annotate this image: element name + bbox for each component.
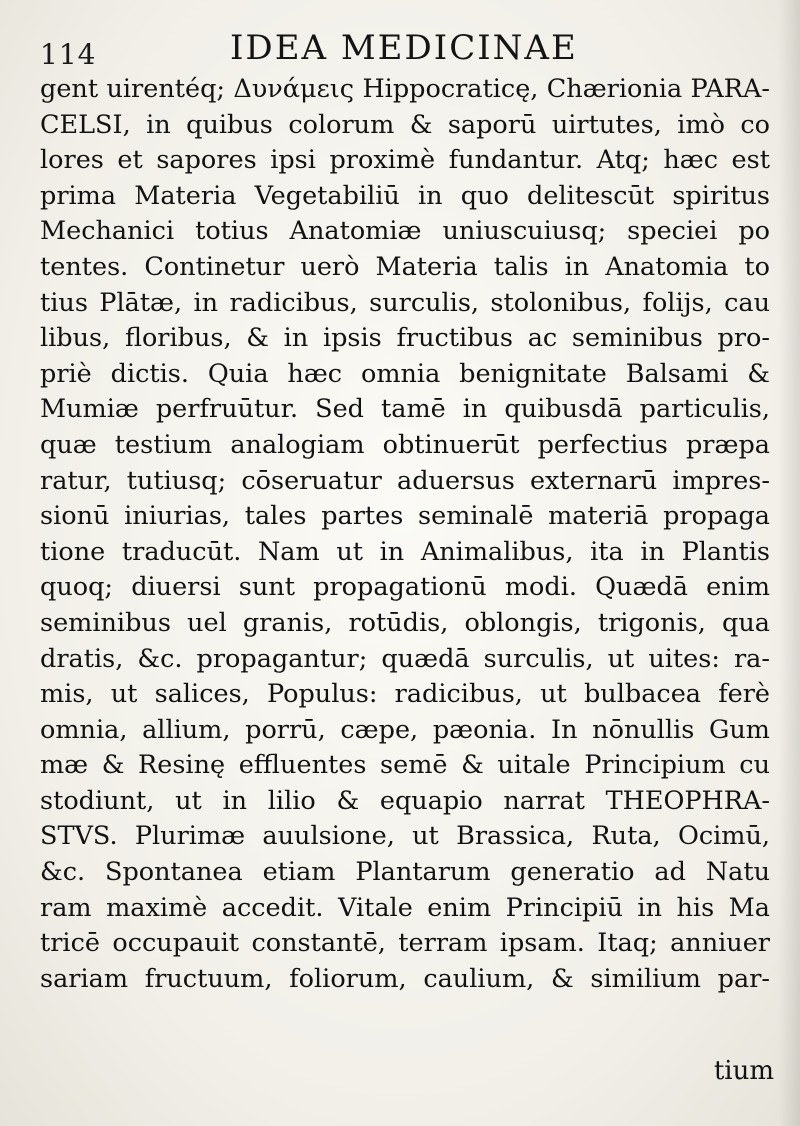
text-line: CELSI, in quibus colorum & saporū uirtutes, imò co [40,109,770,140]
text-line: dratis, &c. propagantur; quædā surculis, ut uites: ra- [40,643,770,674]
page-header [40,24,760,71]
text-line: mis, ut salices, Populus: radicibus, ut bulbacea ferè [40,679,770,710]
text-line: mæ & Resinę effluentes semē & uitale Principium cu [40,750,770,781]
text-line: &c. Spontanea etiam Plantarum generatio ad Natu [40,857,770,888]
body-text [40,72,770,997]
catchword: tium [713,1056,774,1086]
page-number: 114 [40,38,97,71]
running-title: IDEA MEDICINAE [230,28,578,68]
text-line: omnia, allium, porrū, cæpe, pæonia. In nōnullis Gum [40,714,770,745]
text-line: seminibus uel granis, rotūdis, oblongis, trigonis, qua [40,607,770,638]
text-line: stodiunt, ut in lilio & equapio narrat THEOPHRA- [40,785,770,816]
text-line: sariam fructuum, foliorum, caulium, & similium par- [40,963,770,994]
page-edge-shadow [778,0,800,1126]
text-line: priè dictis. Quia hæc omnia benignitate Balsami & [40,358,770,389]
text-line: libus, floribus, & in ipsis fructibus ac seminibus pro- [40,323,770,354]
text-line: gent uirentéq; Δυνάμεις Hippocraticę, Chærionia PARA- [40,74,770,104]
text-line: tione traducūt. Nam ut in Animalibus, ita in Plantis [40,536,770,567]
text-line: tentes. Continetur uerò Materia talis in Anatomia to [40,251,770,282]
text-line: prima Materia Vegetabiliū in quo delitescūt spiritus [40,180,770,211]
text-line: lores et sapores ipsi proximè fundantur. Atq; hæc est [40,145,770,176]
text-line: quoq; diuersi sunt propagationū modi. Quædā enim [40,572,770,603]
text-line: ram maximè accedit. Vitale enim Principiū in his Ma [40,892,770,923]
text-line: quæ testium analogiam obtinuerūt perfectius præpa [40,429,770,460]
text-line: sionū iniurias, tales partes seminalē materiā propaga [40,501,770,532]
text-line: STVS. Plurimæ auulsione, ut Brassica, Ruta, Ocimū, [40,821,770,852]
text-line: Mumiæ perfruūtur. Sed tamē in quibusdā particulis, [40,394,770,425]
text-line: tricē occupauit constantē, terram ipsam. Itaq; anniuer [40,928,770,959]
text-line: ratur, tutiusq; cōseruatur aduersus externarū impres- [40,465,770,496]
text-line: tius Plātæ, in radicibus, surculis, stolonibus, folijs, cau [40,287,770,318]
text-line: Mechanici totius Anatomiæ uniuscuiusq; speciei po [40,216,770,247]
